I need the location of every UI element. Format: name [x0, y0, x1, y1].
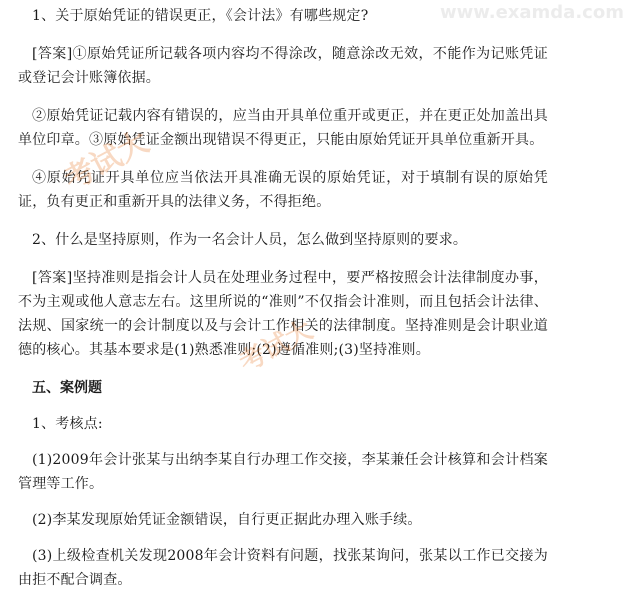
section-5-heading: 五、案例题: [32, 380, 102, 396]
question-2-answer: [答案]坚持准则是指会计人员在处理业务过程中，要严格按照会计法律制度办事，不为主观或他人意志左右。这里所说的“准则”不仅指会计准则，而且包括会计法律、法规、国家统一的会计制度以及与会计工作相关的法律制度。坚持准则是会计职业道德的核心。其基本要求是(1)熟悉准则;(2)遵循准则;(3)坚持准则。: [18, 270, 548, 358]
question-1-answer-part-3: ④原始凭证开具单位应当依法开具准确无误的原始凭证，对于填制有误的原始凭证，负有更正和重新开具的法律义务，不得拒绝。: [18, 170, 548, 210]
case-point-3: (3)上级检查机关发现2008年会计资料有问题，找张某询问，张某以工作已交接为由拒不配合调查。: [18, 548, 548, 588]
watermark-url: www.examda.com: [440, 2, 624, 23]
watermark-logo: 考试大: [234, 315, 318, 379]
question-2-title: 2、什么是坚持原则，作为一名会计人员，怎么做到坚持原则的要求。: [32, 232, 468, 248]
case-point-1: (1)2009年会计张某与出纳李某自行办理工作交接，李某兼任会计核算和会计档案管理等工作。: [18, 452, 548, 492]
case-item-title: 1、考核点:: [32, 416, 103, 432]
question-1-title: 1、关于原始凭证的错误更正，《会计法》有哪些规定?: [32, 8, 369, 24]
watermark-logo: 考试大: [58, 124, 155, 198]
question-1-answer-part-1: [答案]①原始凭证所记载各项内容均不得涂改，随意涂改无效，不能作为记账凭证或登记会计账簿依据。: [18, 46, 548, 86]
question-1-answer-part-2: ②原始凭证记载内容有错误的，应当由开具单位重开或更正，并在更正处加盖出具单位印章。③原始凭证金额出现错误不得更正，只能由原始凭证开具单位重新开具。: [18, 108, 548, 148]
case-point-2: (2)李某发现原始凭证金额错误，自行更正据此办理入账手续。: [32, 512, 422, 528]
